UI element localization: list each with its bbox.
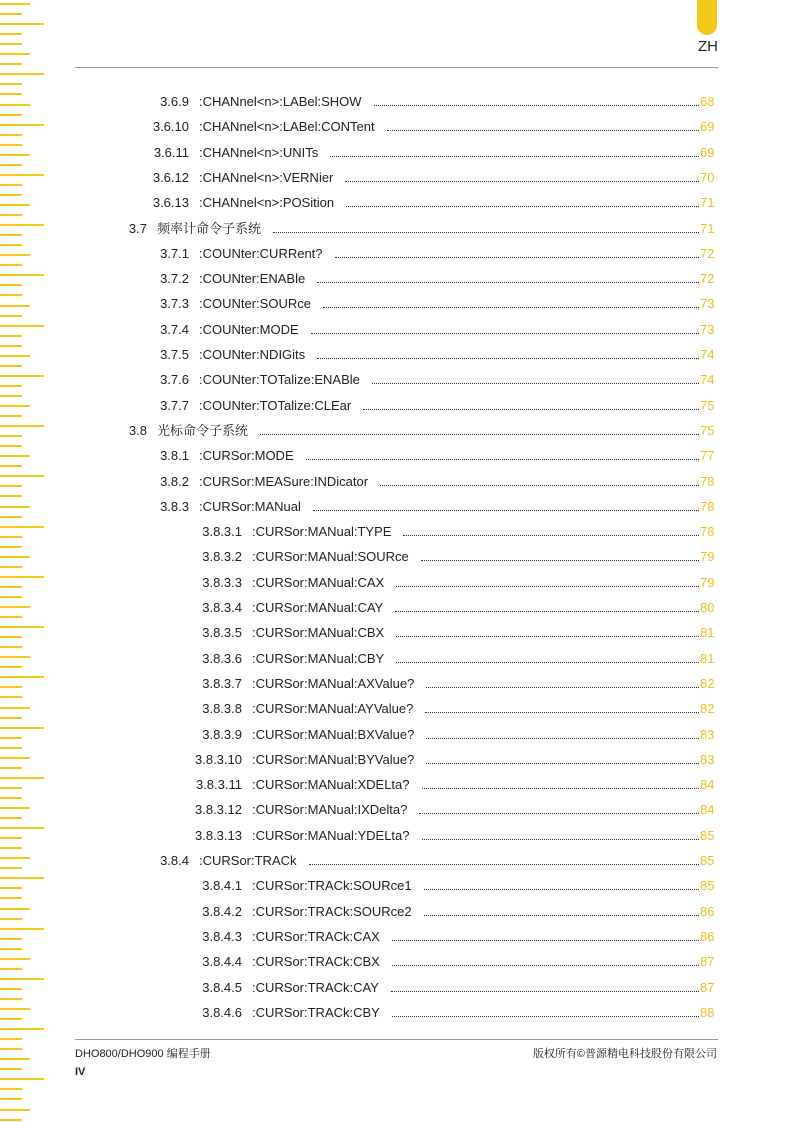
toc-entry-page[interactable]: 72 [700, 271, 715, 287]
toc-leader-dots [311, 333, 699, 334]
toc-entry-number: 3.8.4.1 [202, 878, 242, 894]
toc-leader-dots [317, 282, 699, 283]
toc-entry-page[interactable]: 84 [700, 777, 715, 793]
toc-leader-dots [346, 206, 699, 207]
toc-entry-title: :CURSor:TRACk:CBX [252, 954, 380, 970]
toc-entry[interactable] [0, 598, 793, 618]
toc-entry-number: 3.7.7 [160, 397, 189, 413]
toc-entry-title: :CURSor:MANual:BXValue? [252, 726, 415, 742]
toc-entry-page[interactable]: 77 [700, 448, 715, 464]
toc-leader-dots [309, 864, 699, 865]
toc-entry-title: :COUNter:TOTalize:ENABle [199, 372, 360, 388]
toc-entry-page[interactable]: 72 [700, 245, 715, 261]
toc-entry-page[interactable]: 73 [700, 296, 715, 312]
toc-leader-dots [392, 940, 699, 941]
toc-entry-title: :COUNter:TOTalize:CLEar [199, 397, 352, 413]
ruler-tick [0, 1088, 22, 1090]
toc-leader-dots [422, 839, 699, 840]
ruler-tick [0, 1048, 22, 1050]
toc-leader-dots [387, 130, 699, 131]
toc-entry-number: 3.8.4.4 [202, 954, 242, 970]
toc-entry[interactable] [0, 244, 793, 264]
toc-leader-dots [403, 535, 699, 536]
toc-entry[interactable] [0, 1003, 793, 1023]
toc-entry-page[interactable]: 79 [700, 549, 715, 565]
toc-leader-dots [317, 358, 699, 359]
ruler-tick [0, 1098, 22, 1100]
toc-entry-page[interactable]: 68 [700, 94, 715, 109]
toc-entry[interactable] [0, 573, 793, 593]
toc-entry-title: :CURSor:MANual:CAY [252, 600, 384, 615]
ruler-tick [0, 1068, 22, 1070]
toc-entry-title: :COUNter:NDIGits [199, 347, 306, 362]
toc-entry[interactable] [0, 674, 793, 694]
toc-entry-title: :COUNter:MODE [199, 321, 299, 337]
toc-leader-dots [391, 991, 699, 992]
toc-entry-number: 3.7.2 [160, 271, 189, 287]
toc-entry-page[interactable]: 74 [700, 347, 715, 362]
toc-entry[interactable] [0, 952, 793, 972]
toc-entry-title: :CURSor:MANual:XDELta? [252, 777, 410, 793]
toc-entry[interactable] [0, 421, 793, 441]
toc-entry-number: 3.8.4.2 [202, 903, 242, 919]
toc-entry-number: 3.7.4 [160, 321, 189, 337]
toc-leader-dots [306, 459, 699, 460]
toc-entry-number: 3.6.9 [160, 94, 189, 109]
toc-entry-page[interactable]: 85 [700, 827, 715, 843]
toc-leader-dots [380, 485, 699, 486]
toc-entry-number: 3.7.3 [160, 296, 189, 312]
toc-entry-number: 3.8.3.2 [202, 549, 242, 565]
toc-entry-title: :CURSor:MANual:CBX [252, 625, 385, 641]
toc-entry[interactable] [0, 320, 793, 340]
toc-leader-dots [421, 560, 699, 561]
toc-entry-number: 3.8.3 [160, 498, 189, 514]
toc-leader-dots [330, 156, 699, 157]
toc-entry-page[interactable]: 83 [700, 726, 715, 742]
toc-entry-title: :CURSor:MANual:TYPE [252, 524, 392, 540]
toc-leader-dots [273, 232, 699, 233]
toc-entry-title: :CURSor:TRACk:SOURce1 [252, 878, 412, 894]
toc-entry[interactable] [0, 876, 793, 896]
toc-entry-page[interactable]: 75 [700, 422, 715, 438]
toc-entry-title: :CURSor:MANual [199, 498, 301, 514]
toc-leader-dots [392, 1016, 699, 1017]
toc-leader-dots [335, 257, 699, 258]
toc-leader-dots [425, 712, 699, 713]
toc-entry[interactable] [0, 826, 793, 846]
toc-entry-page[interactable]: 81 [700, 650, 715, 666]
toc-leader-dots [395, 611, 699, 612]
toc-entry-number: 3.8.3.5 [202, 625, 242, 641]
toc-entry-number: 3.8.3.3 [202, 574, 242, 590]
toc-entry[interactable] [0, 92, 793, 112]
toc-entry-title: :CURSor:MANual:AXValue? [252, 675, 415, 691]
toc-entry-number: 3.6.10 [152, 119, 189, 135]
toc-entry[interactable] [0, 851, 793, 871]
toc-entry-title: :CHANnel<n>:UNITs [199, 144, 319, 160]
toc-entry-number: 3.7.6 [160, 372, 189, 388]
toc-leader-dots [323, 307, 699, 308]
toc-entry-page[interactable]: 85 [700, 878, 715, 894]
toc-entry-page[interactable]: 87 [700, 954, 715, 970]
toc-entry-page[interactable]: 85 [700, 853, 715, 868]
toc-entry[interactable] [0, 117, 793, 137]
toc-entry-title: :CURSor:MANual:CAX [252, 574, 385, 590]
toc-leader-dots [345, 181, 699, 182]
toc-entry[interactable] [0, 269, 793, 289]
toc-leader-dots [396, 636, 699, 637]
toc-entry[interactable] [0, 649, 793, 669]
toc-entry-page[interactable]: 86 [700, 903, 715, 919]
toc-entry-title: :CHANnel<n>:LABel:SHOW [199, 94, 362, 109]
toc-entry[interactable] [0, 294, 793, 314]
toc-entry-page[interactable]: 84 [700, 802, 715, 818]
toc-leader-dots [363, 409, 699, 410]
toc-entry-number: 3.8 [128, 422, 147, 438]
ruler-tick [0, 1058, 30, 1060]
toc-leader-dots [422, 788, 699, 789]
toc-entry[interactable] [0, 775, 793, 795]
toc-entry-number: 3.8.1 [160, 448, 189, 464]
toc-entry-title: :CURSor:MANual:YDELta? [252, 827, 410, 843]
footer-divider [75, 1039, 718, 1040]
toc-entry[interactable] [0, 497, 793, 517]
toc-entry[interactable] [0, 219, 793, 239]
toc-entry[interactable] [0, 800, 793, 820]
toc-leader-dots [419, 813, 699, 814]
toc-entry-page[interactable]: 71 [700, 195, 715, 211]
toc-entry-page[interactable]: 78 [700, 473, 715, 489]
toc-entry[interactable] [0, 522, 793, 542]
toc-entry[interactable] [0, 750, 793, 770]
toc-entry-number: 3.8.3.11 [195, 777, 242, 793]
toc-leader-dots [426, 687, 699, 688]
toc-entry-title: :COUNter:ENABle [199, 271, 306, 287]
toc-entry-title: :CURSor:MODE [199, 448, 294, 464]
footer-document-title: DHO800/DHO900 编程手册 [75, 1048, 211, 1060]
toc-entry-page[interactable]: 88 [700, 1004, 715, 1020]
toc-entry-title: :CHANnel<n>:LABel:CONTent [199, 119, 375, 135]
ruler-tick [0, 1119, 22, 1121]
toc-entry[interactable] [0, 446, 793, 466]
toc-entry-number: 3.8.3.12 [195, 802, 242, 818]
toc-entry-title: :COUNter:SOURce [199, 296, 311, 312]
toc-entry-page[interactable]: 80 [700, 600, 715, 615]
toc-entry[interactable] [0, 547, 793, 567]
toc-entry[interactable] [0, 978, 793, 998]
toc-entry-number: 3.8.2 [160, 473, 189, 489]
toc-leader-dots [313, 510, 699, 511]
toc-entry-number: 3.8.4.3 [202, 928, 242, 944]
toc-entry[interactable] [0, 927, 793, 947]
toc-entry-page[interactable]: 73 [700, 321, 715, 337]
toc-entry-number: 3.8.4.6 [202, 1004, 242, 1020]
toc-entry-page[interactable]: 69 [700, 119, 715, 135]
toc-entry[interactable] [0, 902, 793, 922]
toc-leader-dots [392, 965, 699, 966]
ruler-tick [0, 1038, 22, 1040]
toc-leader-dots [424, 915, 699, 916]
toc-entry-number: 3.8.3.7 [202, 675, 242, 691]
toc-entry-title: :COUNter:CURRent? [199, 245, 323, 261]
ruler-tick [0, 1109, 30, 1111]
toc-leader-dots [426, 763, 699, 764]
toc-entry-number: 3.7.5 [160, 347, 189, 362]
toc-entry-number: 3.8.3.6 [202, 650, 242, 666]
footer-copyright: 版权所有©普源精电科技股份有限公司 [532, 1048, 717, 1060]
toc-entry-page[interactable]: 82 [700, 675, 715, 691]
toc-leader-dots [374, 105, 699, 106]
toc-entry[interactable] [0, 143, 793, 163]
toc-entry[interactable] [0, 345, 793, 365]
toc-entry-page[interactable]: 78 [700, 498, 715, 514]
toc-entry[interactable] [0, 396, 793, 416]
toc-entry-number: 3.8.3.10 [195, 751, 242, 767]
toc-entry-page[interactable]: 79 [700, 574, 715, 590]
toc-leader-dots [424, 889, 699, 890]
toc-entry-number: 3.8.4 [160, 853, 189, 868]
toc-entry-page[interactable]: 82 [700, 701, 715, 717]
toc-entry-title: :CURSor:MANual:IXDelta? [252, 802, 408, 818]
toc-entry[interactable] [0, 623, 793, 643]
toc-leader-dots [260, 434, 699, 435]
toc-entry-page[interactable]: 74 [700, 372, 715, 388]
toc-leader-dots [372, 383, 699, 384]
toc-leader-dots [396, 662, 699, 663]
toc-entry-title: :CURSor:MANual:AYValue? [252, 701, 414, 717]
toc-entry-title: :CURSor:TRACk:CAY [252, 979, 379, 995]
toc-entry-number: 3.7 [128, 220, 147, 236]
toc-entry[interactable] [0, 370, 793, 390]
toc-entry-title: 频率计命令子系统 [157, 220, 262, 236]
toc-entry-title: :CURSor:MEASure:INDicator [199, 473, 369, 489]
toc-entry-title: :CURSor:TRACk:CBY [252, 1004, 380, 1020]
toc-entry-title: :CURSor:MANual:CBY [252, 650, 385, 666]
toc-entry[interactable] [0, 168, 793, 188]
toc-entry[interactable] [0, 193, 793, 213]
toc-entry-page[interactable]: 70 [700, 169, 715, 185]
footer-page-number: IV [75, 1066, 86, 1078]
toc-entry-page[interactable]: 87 [700, 979, 715, 995]
toc-entry-page[interactable]: 69 [700, 144, 715, 160]
toc-entry-title: :CURSor:TRACk:SOURce2 [252, 903, 412, 919]
toc-entry-page[interactable]: 71 [700, 220, 715, 236]
toc-entry-number: 3.8.3.13 [195, 827, 242, 843]
toc-entry[interactable] [0, 725, 793, 745]
toc-entry-number: 3.8.4.5 [202, 979, 242, 995]
toc-entry-number: 3.6.13 [152, 195, 189, 211]
toc-entry-title: :CURSor:TRACk [199, 853, 297, 868]
toc-entry-title: :CHANnel<n>:VERNier [199, 169, 334, 185]
language-tab-label: ZH [698, 38, 718, 55]
toc-entry[interactable] [0, 699, 793, 719]
toc-entry-page[interactable]: 75 [700, 397, 715, 413]
toc-leader-dots [396, 586, 699, 587]
toc-leader-dots [426, 738, 699, 739]
toc-entry-title: 光标命令子系统 [157, 422, 249, 438]
toc-entry-number: 3.6.12 [152, 169, 189, 185]
toc-entry-page[interactable]: 86 [700, 928, 715, 944]
toc-entry-title: :CURSor:TRACk:CAX [252, 928, 380, 944]
toc-entry-number: 3.6.11 [153, 144, 189, 160]
toc-entry[interactable] [0, 472, 793, 492]
toc-entry-number: 3.8.3.9 [202, 726, 242, 742]
toc-entry-title: :CURSor:MANual:SOURce [252, 549, 409, 565]
toc-entry-number: 3.7.1 [160, 245, 189, 261]
toc-entry-page[interactable]: 78 [700, 524, 715, 540]
toc-entry-title: :CURSor:MANual:BYValue? [252, 751, 415, 767]
toc-entry-number: 3.8.3.8 [202, 701, 242, 717]
toc-entry-number: 3.8.3.4 [202, 600, 242, 615]
ruler-tick [0, 1078, 44, 1080]
toc-entry-page[interactable]: 83 [700, 751, 715, 767]
toc-entry-page[interactable]: 81 [700, 625, 715, 641]
toc-entry-title: :CHANnel<n>:POSition [199, 195, 335, 211]
toc-entry-number: 3.8.3.1 [202, 524, 242, 540]
